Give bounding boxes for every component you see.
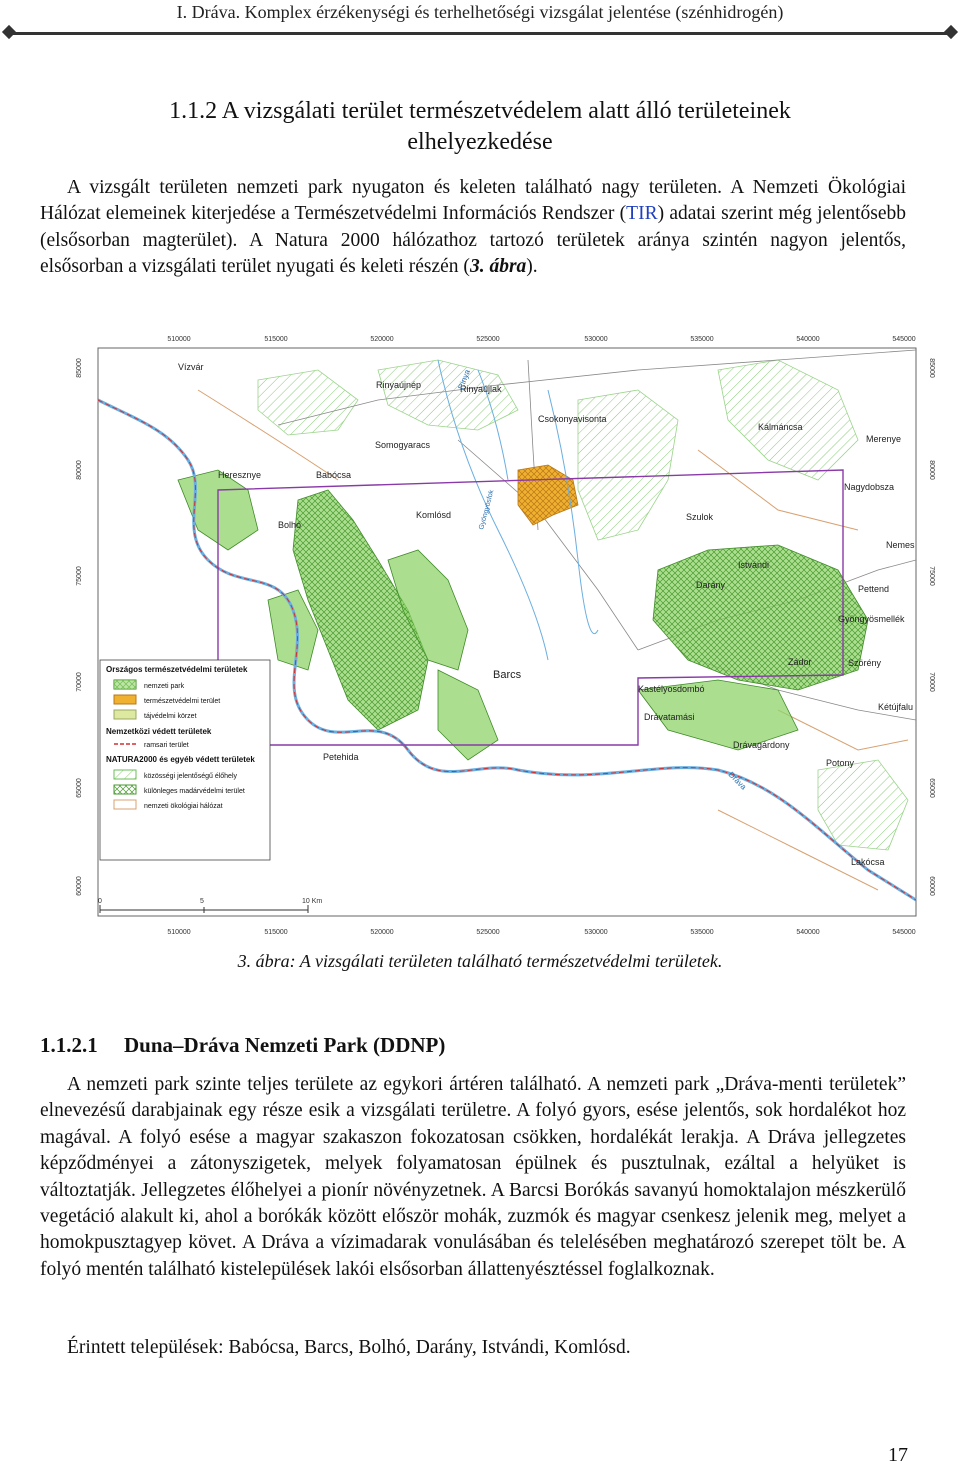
affected-settlements: Érintett települések: Babócsa, Barcs, Bolhó, Darány, Istvándi, Komlósd. — [67, 1337, 631, 1358]
y-tick-right: 85000 — [928, 358, 935, 378]
legend-title-natura: NATURA2000 és egyéb védett területek — [106, 755, 255, 764]
legend-item: nemzeti ökológiai hálózat — [144, 803, 223, 810]
place-label: Kálmáncsa — [758, 422, 803, 432]
x-tick-top: 515000 — [264, 336, 288, 343]
scale-label: 5 — [200, 898, 204, 905]
legend-item: természetvédelmi terület — [144, 698, 221, 705]
place-label: Bolhó — [278, 520, 302, 530]
place-label: Rinyaújnép — [376, 380, 422, 390]
place-label: Barcs — [493, 669, 522, 681]
legend-swatch-noh — [114, 800, 136, 809]
place-label: Kétújfalu — [878, 702, 914, 712]
x-tick-bottom: 515000 — [264, 929, 288, 936]
x-tick-bottom: 535000 — [690, 929, 714, 936]
place-label: Istvándi — [738, 560, 770, 570]
running-title: I. Dráva. Komplex érzékenységi és terhelhetőségi vizsgálat jelentése (szénhidrogén) — [176, 2, 784, 22]
y-tick-right: 80000 — [928, 460, 935, 480]
place-label: Drávagárdony — [733, 740, 790, 750]
place-label: Darány — [696, 580, 726, 590]
place-label: Pettend — [858, 584, 890, 594]
x-tick-top: 525000 — [476, 336, 500, 343]
x-tick-bottom: 530000 — [584, 929, 608, 936]
subsection-heading — [40, 1033, 445, 1058]
x-tick-top: 530000 — [584, 336, 608, 343]
place-label: Vízvár — [178, 362, 204, 372]
x-tick-top: 520000 — [370, 336, 394, 343]
place-label: Csokonyavisonta — [538, 414, 607, 424]
rule-cap-right — [944, 25, 958, 39]
intro-text-a: A vizsgált területen nemzeti park nyugaton és keleten található nagy területen. A Nemzeti Ökológiai Hálózat elemeinek kiterjedése a Természetvédelmi Információs Rendszer ( — [40, 177, 906, 225]
ddnp-paragraph: A nemzeti park szinte teljes területe az egykori ártéren található. A nemzeti park „Dráva-menti területek” elnevezésű darabjainak egy része esik a vizsgálati területre. A folyó gyors, esése jelentős, sok hordalékot hoz magával. A folyó esése a magyar szakaszon fokozatosan csökken, hordalékát lerakja. A Dráva jellegzetes képződményei a zátonyszigetek, melyek folyamatosan épülnek és pusztulnak, ezáltal a helyüket is változtatják. Jellegzetes élőhelyei a pionír növényzetnek. A Barcsi Borókás savanyú homoktalajon mészkerülő vegetáció alakult ki, ahol a borókák között először mohák, zuzmók és magyar csenkesz jelenik meg, melyet a homokpusztagyep követ. A Dráva a vízimadarak vonulásában és telelésében meghatározó szerepet tölt be. A folyó mentén található kistelepülések lakói elsősorban állattenyésztéssel foglalkoznak. — [40, 1074, 906, 1280]
protected-areas-map — [78, 330, 948, 940]
intro-paragraph — [40, 175, 906, 281]
legend-item: tájvédelmi körzet — [144, 713, 197, 720]
place-label: Rinyaújlak — [460, 384, 502, 394]
place-label: Petehida — [323, 752, 359, 762]
x-tick-bottom: 545000 — [892, 929, 916, 936]
legend-title-intl: Nemzetközi védett területek — [106, 727, 212, 736]
intro-text-b: ) adatai szerint még jelentősebb (elsősorban magterület). A Natura 2000 hálózathoz tartozó területek aránya szintén nagyon jelentős, elsősorban a vizsgálati terület nyugati és keleti részén ( — [40, 203, 906, 278]
place-label: Babócsa — [316, 470, 352, 480]
y-tick-left: 60000 — [76, 876, 83, 896]
x-tick-top: 535000 — [690, 336, 714, 343]
legend-swatch-kje — [114, 770, 136, 779]
map-legend — [100, 660, 270, 860]
subsection-title: Duna–Dráva Nemzeti Park (DDNP) — [124, 1033, 446, 1057]
legend-swatch-tk — [114, 710, 136, 719]
place-label: Lakócsa — [851, 857, 885, 867]
page-header — [0, 0, 960, 40]
scale-label: 0 — [98, 898, 102, 905]
place-label: Gyöngyösmellék — [838, 614, 905, 624]
place-label: Nemes — [886, 540, 915, 550]
x-tick-top: 545000 — [892, 336, 916, 343]
place-label: Komlósd — [416, 510, 452, 520]
rule-cap-left — [2, 25, 16, 39]
x-tick-top: 510000 — [167, 336, 191, 343]
x-tick-bottom: 510000 — [167, 929, 191, 936]
place-label: Drávatamási — [644, 712, 695, 722]
legend-item: ramsari terület — [144, 742, 189, 749]
river-label: Dráva — [726, 770, 749, 792]
x-tick-top: 540000 — [796, 336, 820, 343]
scale-label: 10 Km — [302, 898, 323, 905]
legend-swatch-tt — [114, 695, 136, 704]
y-tick-right: 70000 — [928, 672, 935, 692]
figure-reference: 3. ábra — [469, 256, 527, 278]
place-label: Szulok — [686, 512, 714, 522]
y-tick-right: 75000 — [928, 566, 935, 586]
intro-text-c: ). — [526, 256, 538, 278]
place-label: Zádor — [788, 657, 812, 667]
y-tick-left: 75000 — [76, 566, 83, 586]
river-label: Gyöngyösfok — [478, 489, 496, 531]
y-tick-left: 85000 — [76, 358, 83, 378]
y-tick-left: 80000 — [76, 460, 83, 480]
header-rule — [8, 32, 952, 35]
legend-swatch-kmv — [114, 785, 136, 794]
legend-item: közösségi jelentőségű élőhely — [144, 773, 238, 780]
legend-title-national: Országos természetvédelmi területek — [106, 665, 248, 674]
y-tick-right: 60000 — [928, 876, 935, 896]
place-label: Kastélyosdombó — [638, 684, 705, 694]
page-number: 17 — [888, 1444, 908, 1466]
legend-item: különleges madárvédelmi terület — [144, 788, 245, 795]
tir-link[interactable]: TIR — [626, 203, 658, 225]
place-label: Potony — [826, 758, 855, 768]
legend-item: nemzeti park — [144, 683, 185, 690]
x-tick-bottom: 525000 — [476, 929, 500, 936]
figure-caption: 3. ábra: A vizsgálati területen található természetvédelmi területek. — [237, 951, 723, 971]
place-label: Somogyaracs — [375, 440, 431, 450]
y-tick-right: 65000 — [928, 778, 935, 798]
place-label: Szörény — [848, 658, 882, 668]
place-label: Nagydobsza — [844, 482, 895, 492]
y-tick-left: 65000 — [76, 778, 83, 798]
y-tick-left: 70000 — [76, 672, 83, 692]
place-label: Heresznye — [218, 470, 262, 480]
subsection-number: 1.1.2.1 — [40, 1033, 98, 1057]
x-tick-bottom: 520000 — [370, 929, 394, 936]
section-heading: 1.1.2 A vizsgálati terület természetvédelem alatt álló területeinek elhelyezkedése — [169, 98, 791, 155]
river-label: Rinya — [456, 368, 472, 391]
place-label: Merenye — [866, 434, 902, 444]
x-tick-bottom: 540000 — [796, 929, 820, 936]
